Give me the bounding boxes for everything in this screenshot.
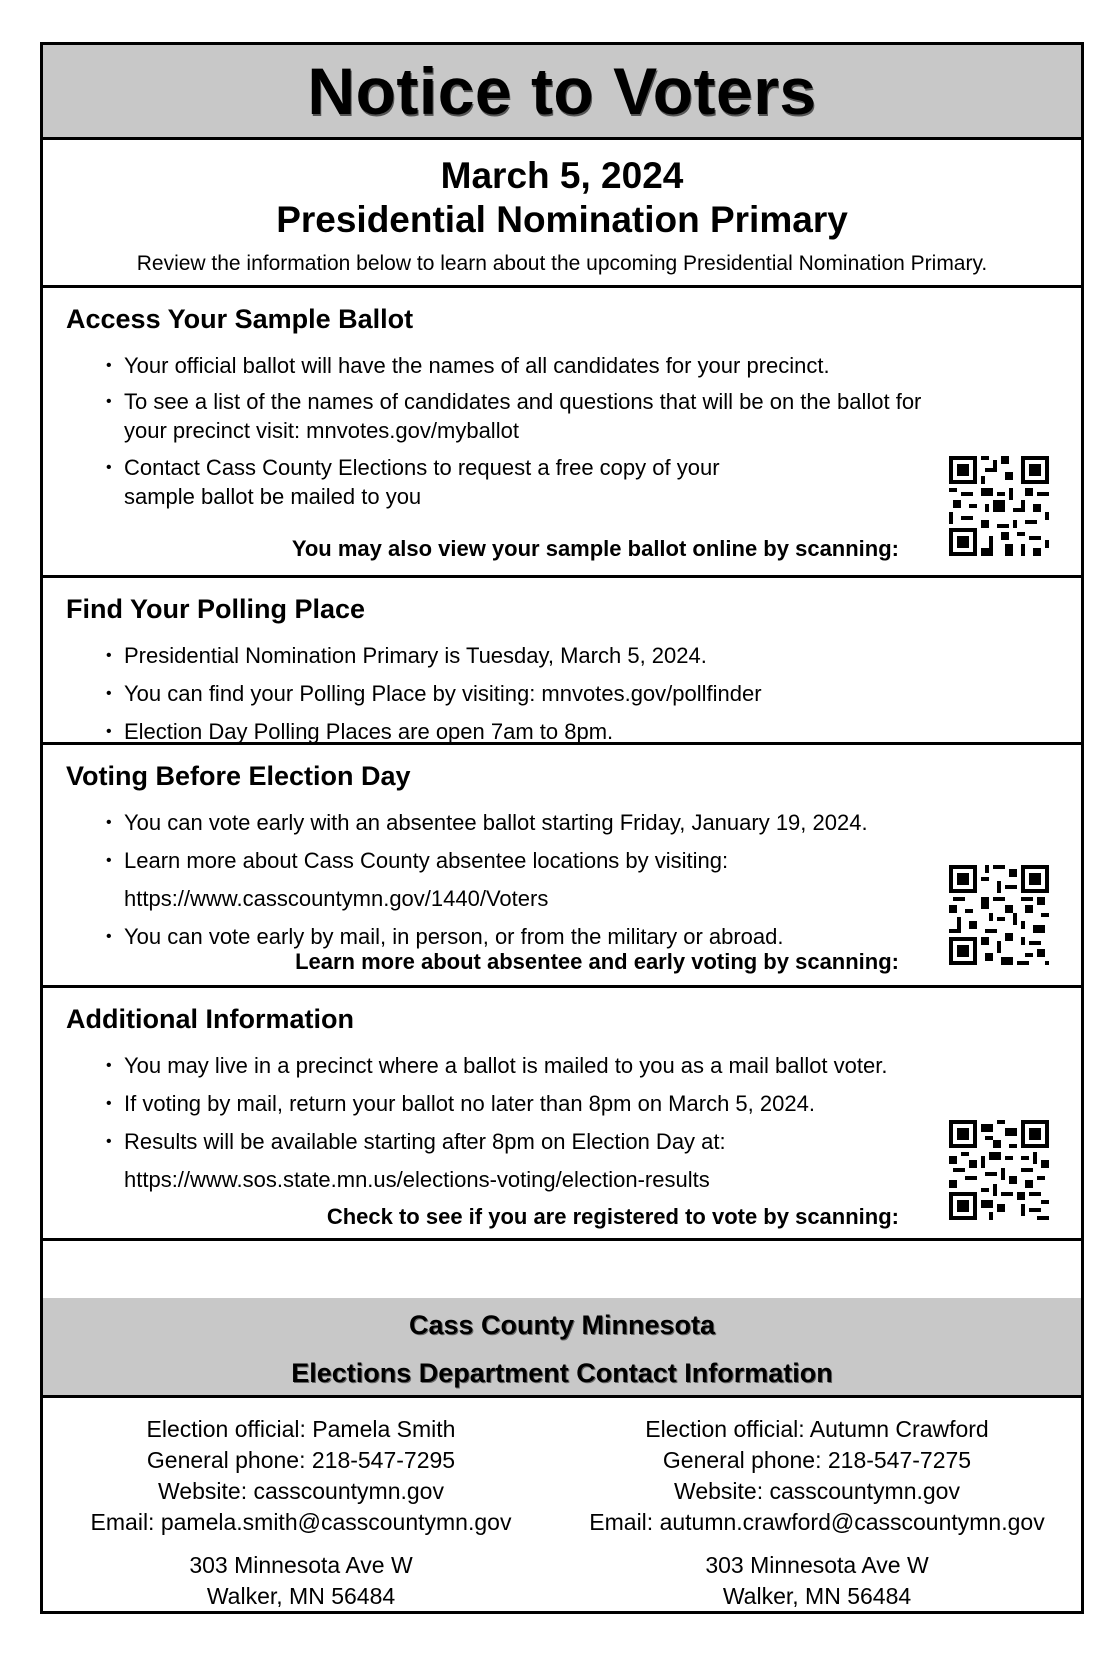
section-heading: Access Your Sample Ballot	[66, 304, 414, 334]
scan-instruction: Check to see if you are registered to vote by scanning:	[326, 1204, 899, 1229]
intro-text: Review the information below to learn about the upcoming Presidential Nomination Primary.	[136, 252, 988, 275]
section-voting-before-election-day	[43, 745, 1081, 988]
list-item: https://www.casscountymn.gov/1440/Voters	[124, 886, 549, 911]
section-additional-information	[43, 988, 1081, 1241]
bullet-list	[109, 807, 868, 952]
list-item: • You can vote early by mail, in person, or from the military or abroad.	[109, 921, 868, 952]
list-item: • You can vote early with an absentee ballot starting Friday, January 19, 2024.	[109, 807, 868, 838]
official-address-line2: Walker, MN 56484	[206, 1583, 396, 1609]
bullet-list	[109, 640, 762, 747]
list-item: sample ballot be mailed to you	[124, 484, 422, 509]
official-address-line2: Walker, MN 56484	[722, 1583, 912, 1609]
list-item: • Your official ballot will have the names of all candidates for your precinct.	[109, 350, 921, 381]
section-sample-ballot	[43, 288, 1081, 578]
contact-header	[43, 1298, 1081, 1398]
bullet-list	[109, 350, 921, 511]
list-item: • You may live in a precinct where a ballot is mailed to you as a mail ballot voter.	[109, 1050, 887, 1081]
list-item: • Contact Cass County Elections to request a free copy of your	[109, 453, 921, 482]
contact-card-autumn-crawford	[562, 1414, 1072, 1612]
list-item: your precinct visit: mnvotes.gov/myballot	[124, 418, 519, 443]
list-item: • To see a list of the names of candidates and questions that will be on the ballot for	[109, 387, 921, 416]
section-heading: Find Your Polling Place	[66, 594, 366, 624]
list-item: • You can find your Polling Place by visiting: mnvotes.gov/pollfinder	[109, 678, 762, 709]
official-name: Election official: Pamela Smith	[146, 1416, 456, 1442]
official-phone: General phone: 218-547-7275	[662, 1447, 972, 1473]
section-polling-place	[43, 578, 1081, 745]
election-header	[43, 140, 1081, 288]
list-item: • Presidential Nomination Primary is Tuesday, March 5, 2024.	[109, 640, 762, 671]
title-bar	[43, 45, 1081, 140]
list-item: https://www.sos.state.mn.us/elections-voting/election-results	[124, 1167, 710, 1192]
official-address-line1: 303 Minnesota Ave W	[189, 1552, 413, 1578]
county-name: Cass County Minnesota	[408, 1310, 716, 1340]
contact-card-pamela-smith	[46, 1414, 556, 1612]
list-item: • Learn more about Cass County absentee locations by visiting:	[109, 845, 868, 876]
section-heading: Additional Information	[66, 1004, 354, 1034]
official-website: Website: casscountymn.gov	[674, 1478, 960, 1504]
page-title: Notice to Voters	[307, 54, 817, 128]
election-date: March 5, 2024	[440, 155, 684, 196]
bullet-list	[109, 1050, 887, 1195]
official-email: Email: pamela.smith@casscountymn.gov	[90, 1509, 512, 1535]
list-item: • If voting by mail, return your ballot no later than 8pm on March 5, 2024.	[109, 1088, 887, 1119]
official-phone: General phone: 218-547-7295	[146, 1447, 456, 1473]
official-website: Website: casscountymn.gov	[158, 1478, 444, 1504]
section-heading: Voting Before Election Day	[66, 761, 411, 791]
official-email: Email: autumn.crawford@casscountymn.gov	[589, 1509, 1045, 1535]
official-address-line1: 303 Minnesota Ave W	[705, 1552, 929, 1578]
department-name: Elections Department Contact Information	[291, 1358, 833, 1388]
voter-notice	[40, 42, 1084, 1614]
qr-code-icon[interactable]	[949, 865, 1049, 965]
qr-code-icon[interactable]	[949, 456, 1049, 556]
list-item: • Election Day Polling Places are open 7am to 8pm.	[109, 716, 762, 747]
scan-instruction: You may also view your sample ballot online by scanning:	[291, 536, 899, 561]
list-item: • Results will be available starting after 8pm on Election Day at:	[109, 1126, 887, 1157]
scan-instruction: Learn more about absentee and early voting by scanning:	[295, 949, 899, 974]
official-name: Election official: Autumn Crawford	[645, 1416, 989, 1442]
election-name: Presidential Nomination Primary	[276, 199, 848, 240]
qr-code-icon[interactable]	[949, 1120, 1049, 1220]
